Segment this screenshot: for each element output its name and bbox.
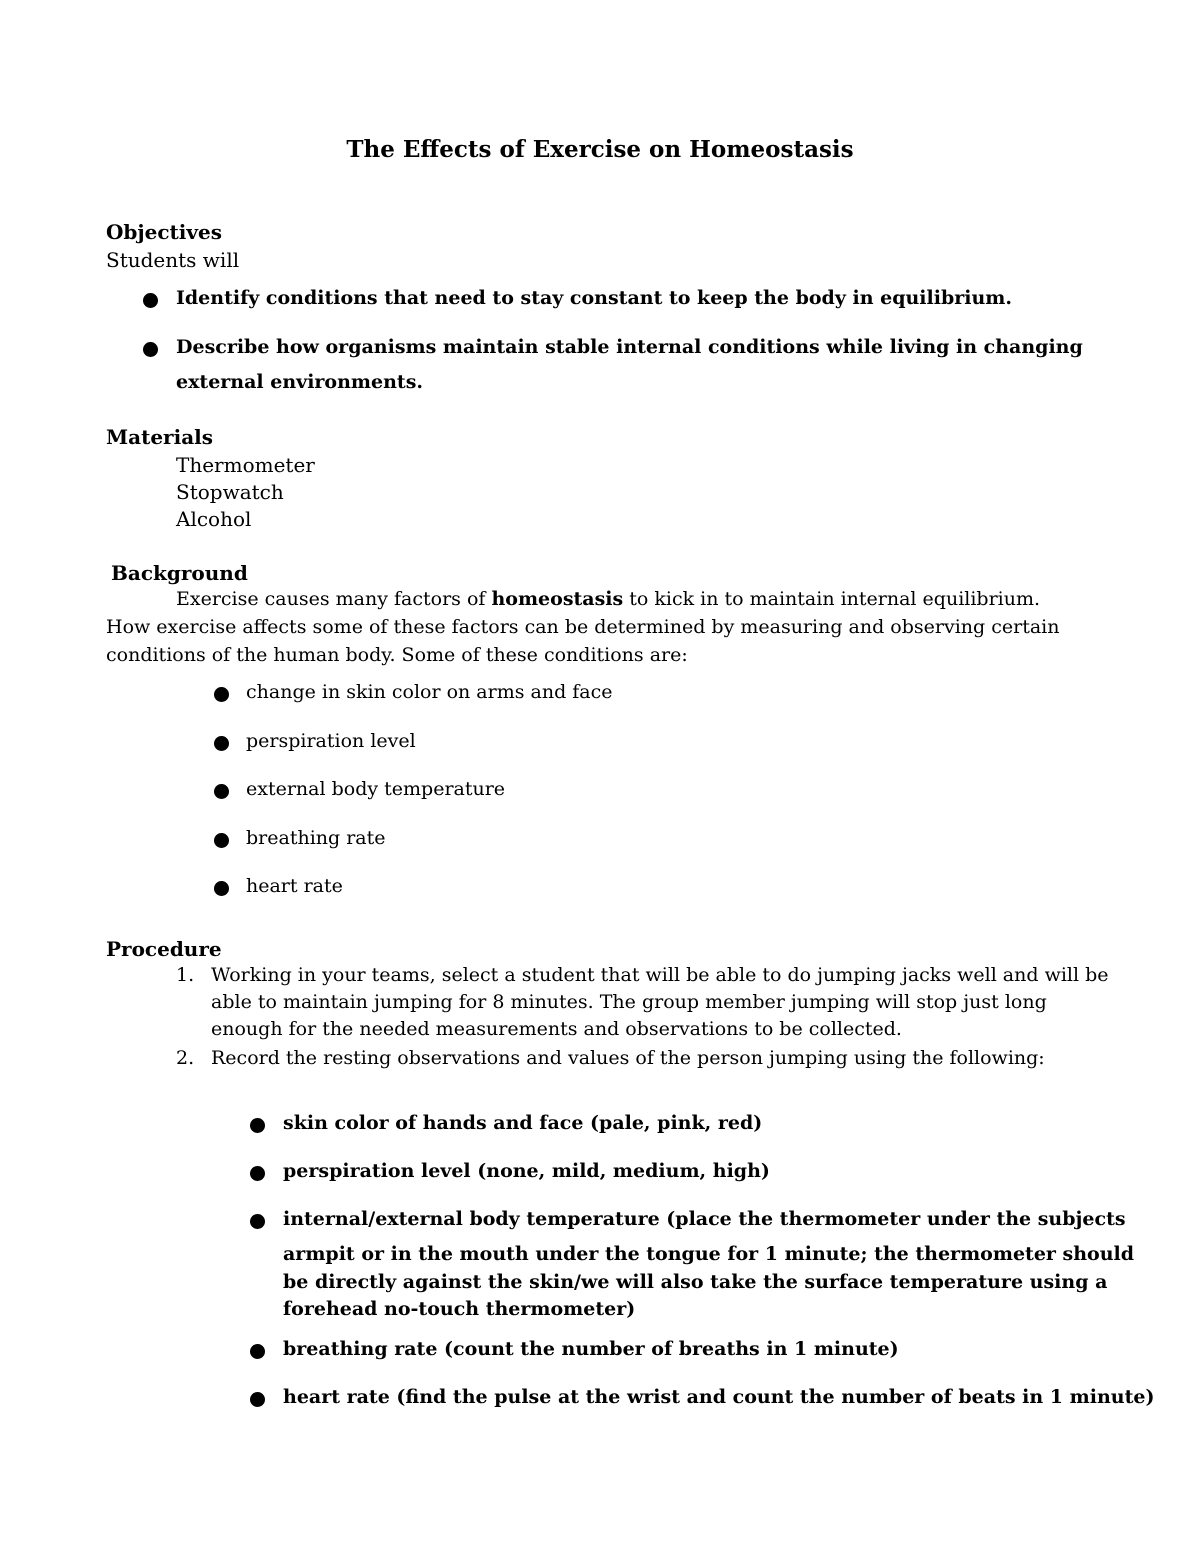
step-number: 2. <box>176 1047 195 1069</box>
measurement-item: breathing rate (count the number of breaths in 1 minute) <box>283 1338 899 1360</box>
material-item: Alcohol <box>176 507 252 531</box>
materials-heading: Materials <box>106 425 214 449</box>
bullet-icon <box>250 1166 265 1181</box>
step-2-text: Record the resting observations and values of the person jumping using the following: <box>211 1047 1045 1069</box>
condition-item: breathing rate <box>246 827 386 849</box>
measurement-item: internal/external body temperature (place the thermometer under the subjects <box>283 1208 1126 1230</box>
bullet-icon <box>214 833 229 848</box>
background-paragraph-line3: conditions of the human body. Some of these conditions are: <box>106 644 688 666</box>
bullet-icon <box>214 784 229 799</box>
background-paragraph-line2: How exercise affects some of these factors can be determined by measuring and observing certain <box>106 616 1060 638</box>
objectives-heading: Objectives <box>106 220 222 244</box>
bullet-icon <box>143 293 158 308</box>
measurement-item: perspiration level (none, mild, medium, high) <box>283 1160 770 1182</box>
step-1-line: enough for the needed measurements and observations to be collected. <box>211 1018 902 1040</box>
condition-item: perspiration level <box>246 730 416 752</box>
condition-item: heart rate <box>246 875 343 897</box>
condition-item: external body temperature <box>246 778 506 800</box>
measurement-item-continued: be directly against the skin/we will also take the surface temperature using a <box>283 1271 1108 1293</box>
bullet-icon <box>250 1118 265 1133</box>
objective-item-continued: external environments. <box>176 371 423 393</box>
objectives-intro: Students will <box>106 248 240 272</box>
background-heading: Background <box>111 561 248 585</box>
background-paragraph-line1: Exercise causes many factors of homeostasis to kick in to maintain internal equilibrium. <box>176 588 1041 610</box>
bullet-icon <box>250 1392 265 1407</box>
bullet-icon <box>214 736 229 751</box>
material-item: Stopwatch <box>176 480 284 504</box>
page-title: The Effects of Exercise on Homeostasis <box>346 136 854 163</box>
condition-item: change in skin color on arms and face <box>246 681 613 703</box>
procedure-heading: Procedure <box>106 937 222 961</box>
material-item: Thermometer <box>176 453 315 477</box>
measurement-item-continued: armpit or in the mouth under the tongue for 1 minute; the thermometer should <box>283 1243 1135 1265</box>
measurement-item-continued: forehead no-touch thermometer) <box>283 1298 636 1320</box>
bullet-icon <box>250 1344 265 1359</box>
objective-item: Identify conditions that need to stay constant to keep the body in equilibrium. <box>176 287 1013 309</box>
homeostasis-term: homeostasis <box>491 588 624 610</box>
measurement-item: heart rate (find the pulse at the wrist and count the number of beats in 1 minute) <box>283 1386 1155 1408</box>
step-1-line: Working in your teams, select a student that will be able to do jumping jacks well and will be <box>211 964 1109 986</box>
bullet-icon <box>214 687 229 702</box>
measurement-item: skin color of hands and face (pale, pink, red) <box>283 1112 763 1134</box>
bullet-icon <box>250 1214 265 1229</box>
step-number: 1. <box>176 964 195 986</box>
bullet-icon <box>143 342 158 357</box>
bullet-icon <box>214 881 229 896</box>
objective-item: Describe how organisms maintain stable internal conditions while living in changing <box>176 336 1083 358</box>
step-1-line: able to maintain jumping for 8 minutes. The group member jumping will stop just long <box>211 991 1047 1013</box>
